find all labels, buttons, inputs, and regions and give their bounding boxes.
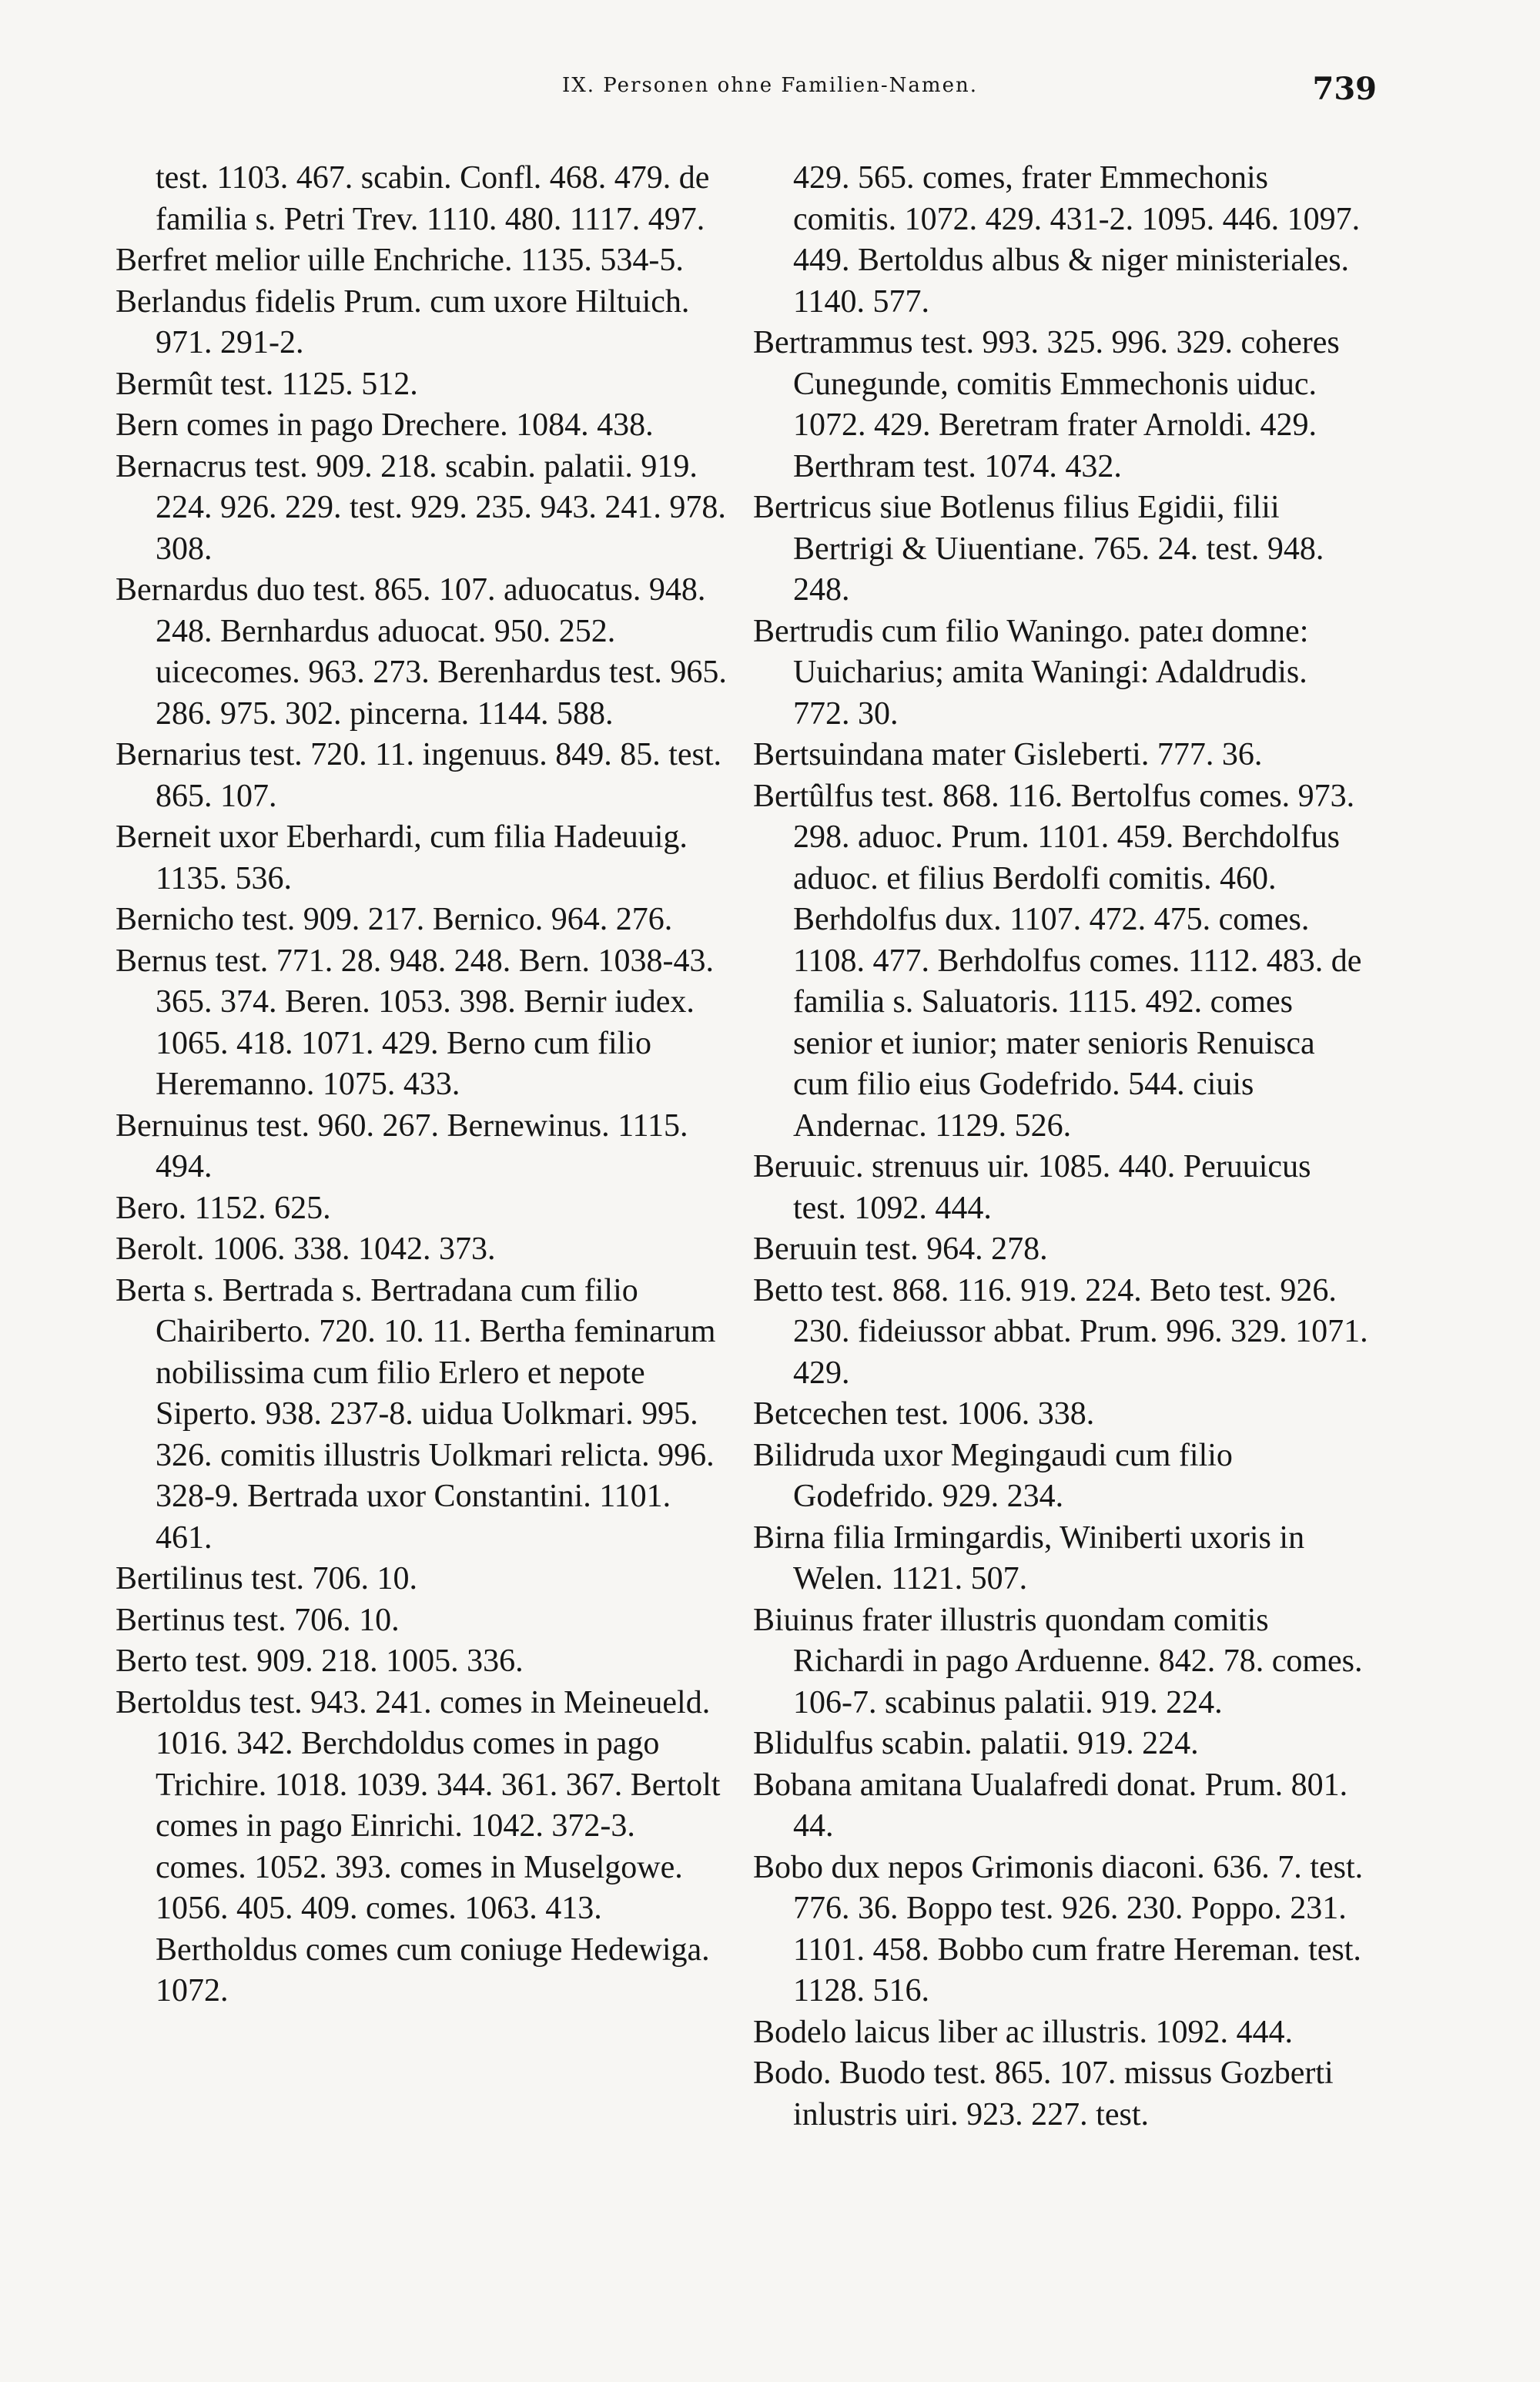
index-entry: Birna filia Irmingardis, Winiberti uxoris in Welen. 1121. 507.: [753, 1519, 1305, 1596]
index-entry: Beruuic. strenuus uir. 1085. 440. Peruuicus test. 1092. 444.: [753, 1149, 1311, 1226]
index-entry: Berta s. Bertrada s. Bertradana cum filio Chairiberto. 720. 10. 11. Bertha feminarum nobilissima cum filio Erlero et nepote Siperto. 938. 237-8. uidua Uolkmari. 995. 326. comitis illustris Uolkmari relicta. 996. 328-9. Bertrada uxor Constantini. 1101. 461.: [116, 1272, 716, 1556]
index-entry: Betcechen test. 1006. 338.: [753, 1396, 1095, 1432]
index-entry: Bilidruda uxor Megingaudi cum filio Godefrido. 929. 234.: [753, 1437, 1233, 1514]
index-entry: Bertrammus test. 993. 325. 996. 329. coheres Cunegunde, comitis Emmechonis uiduc. 1072. 429. Beretram frater Arnoldi. 429. Berthram test. 1074. 432.: [753, 325, 1340, 484]
index-entry: Bertoldus test. 943. 241. comes in Meineueld. 1016. 342. Berchdoldus comes in pago Trichire. 1018. 1039. 344. 361. 367. Bertolt comes in pago Einrichi. 1042. 372-3. comes. 1052. 393. comes in Muselgowe. 1056. 405. 409. comes. 1063. 413. Bertholdus comes cum coniuge Hedewiga. 1072.: [116, 1684, 721, 2008]
index-entry: Bermût test. 1125. 512.: [116, 366, 418, 402]
index-entry: Biuinus frater illustris quondam comitis Richardi in pago Arduenne. 842. 78. comes. 106-7. scabinus palatii. 919. 224.: [753, 1602, 1363, 1720]
index-entry: Bero. 1152. 625.: [116, 1190, 331, 1226]
index-entry: test. 1103. 467. scabin. Confl. 468. 479. de familia s. Petri Trev. 1110. 480. 1117. 497.: [156, 160, 710, 237]
left-column: [116, 158, 732, 2012]
index-entry: Berolt. 1006. 338. 1042. 373.: [116, 1231, 496, 1267]
index-entry: Bernicho test. 909. 217. Bernico. 964. 276.: [116, 902, 673, 937]
index-entry: Bernuinus test. 960. 267. Bernewinus. 1115. 494.: [116, 1107, 688, 1184]
running-head: [0, 71, 1540, 112]
index-entry: Blidulfus scabin. palatii. 919. 224.: [753, 1726, 1199, 1761]
index-entry: Betto test. 868. 116. 919. 224. Beto test. 926. 230. fideiussor abbat. Prum. 996. 329. 1071. 429.: [753, 1272, 1368, 1391]
index-entry: Bertsuindana mater Gisleberti. 777. 36.: [753, 737, 1263, 772]
index-entry: Bernardus duo test. 865. 107. aduocatus. 948. 248. Bernhardus aduocat. 950. 252. uicecomes. 963. 273. Berenhardus test. 965. 286. 975. 302. pincerna. 1144. 588.: [116, 572, 727, 732]
index-entry: Bertilinus test. 706. 10.: [116, 1561, 417, 1596]
index-entry: Beruuin test. 964. 278.: [753, 1231, 1048, 1267]
index-entry: Bertinus test. 706. 10.: [116, 1602, 400, 1638]
index-entry: Bernacrus test. 909. 218. scabin. palatii. 919. 224. 926. 229. test. 929. 235. 943. 241. 978. 308.: [116, 448, 726, 567]
running-head-title: IX. Personen ohne Familien-Namen.: [562, 74, 978, 97]
right-column: [753, 158, 1369, 2136]
index-entry: Bobana amitana Uualafredi donat. Prum. 801. 44.: [753, 1767, 1348, 1844]
index-entry: Berfret melior uille Enchriche. 1135. 534-5.: [116, 243, 684, 278]
index-entry: Berlandus fidelis Prum. cum uxore Hiltuich. 971. 291-2.: [116, 283, 690, 360]
index-entry: Bodelo laicus liber ac illustris. 1092. 444.: [753, 2014, 1294, 2050]
index-entry: Bodo. Buodo test. 865. 107. missus Gozberti inlustris uiri. 923. 227. test.: [753, 2055, 1334, 2132]
page-number: 739: [1312, 71, 1377, 107]
index-entry: 429. 565. comes, frater Emmechonis comitis. 1072. 429. 431-2. 1095. 446. 1097. 449. Bertoldus albus & niger ministeriales. 1140. 577.: [793, 160, 1361, 320]
index-entry: Bobo dux nepos Grimonis diaconi. 636. 7. test. 776. 36. Boppo test. 926. 230. Poppo. 231. 1101. 458. Bobbo cum fratre Hereman. test. 1128. 516.: [753, 1849, 1364, 2008]
index-entry: Bertûlfus test. 868. 116. Bertolfus comes. 973. 298. aduoc. Prum. 1101. 459. Berchdolfus aduoc. et filius Berdolfi comitis. 460. Berhdolfus dux. 1107. 472. 475. comes. 1108. 477. Berhdolfus comes. 1112. 483. de familia s. Saluatoris. 1115. 492. comes senior et iunior; mater senioris Renuisca cum filio eius Godefrido. 544. ciuis Andernac. 1129. 526.: [753, 778, 1362, 1144]
index-entry: Bernarius test. 720. 11. ingenuus. 849. 85. test. 865. 107.: [116, 737, 722, 814]
index-entry: Berneit uxor Eberhardi, cum filia Hadeuuig. 1135. 536.: [116, 819, 688, 896]
index-entry: Bertricus siue Botlenus filius Egidii, filii Bertrigi & Uiuentiane. 765. 24. test. 948. 248.: [753, 490, 1324, 608]
index-entry: Berto test. 909. 218. 1005. 336.: [116, 1643, 524, 1679]
index-entry: Bertrudis cum filio Waningo. pateɹ domne: Uuicharius; amita Waningi: Adaldrudis. 772. 30.: [753, 613, 1309, 732]
index-entry: Bern comes in pago Drechere. 1084. 438.: [116, 407, 654, 443]
index-entry: Bernus test. 771. 28. 948. 248. Bern. 1038-43. 365. 374. Beren. 1053. 398. Bernir iudex. 1065. 418. 1071. 429. Berno cum filio Heremanno. 1075. 433.: [116, 943, 714, 1102]
